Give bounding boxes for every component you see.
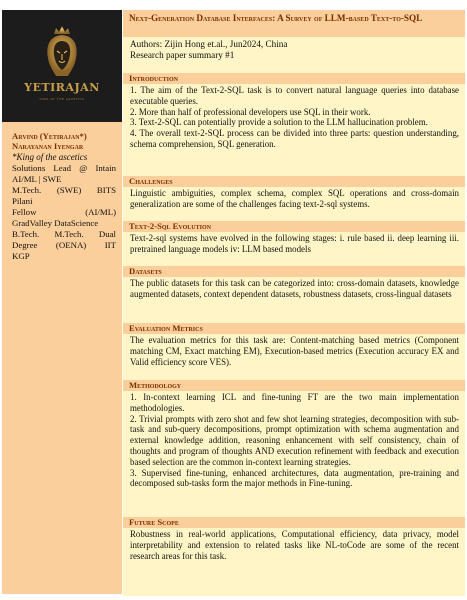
section-datasets <box>123 266 465 300</box>
section-body <box>123 528 465 561</box>
author-credential: Pilani <box>12 196 33 206</box>
section-paragraph: 4. The overall text-2-SQL process can be divided into three parts: question understanding, schema comprehension, SQL generation. <box>130 128 459 149</box>
lion-crest-icon <box>2 10 122 122</box>
section-methodology <box>123 380 465 489</box>
author-tagline: *King of the ascetics <box>12 152 88 162</box>
section-paragraph: 3. Supervised fine-tuning, enhanced architectures, data augmentation, pre-training and decomposed sub-tasks form the major methods in Fine-tuning. <box>130 467 459 489</box>
section-body <box>123 277 465 300</box>
section-heading: Text-2-Sql Evolution <box>123 221 465 232</box>
author-sidebar <box>2 10 122 594</box>
section-introduction <box>123 73 465 150</box>
section-evaluation-metrics <box>123 323 465 367</box>
author-credential: KGP <box>12 251 30 261</box>
summary-panel <box>123 10 465 596</box>
logo-tagline: KING OF THE ASCETICS <box>39 97 85 101</box>
section-paragraph: The public datasets for this task can be categorized into: cross-domain datasets, knowledge augmented datasets, context dependent datasets, robustness datasets, cross-lingual datasets <box>130 278 459 299</box>
section-body <box>123 84 465 150</box>
author-credential: Fellow (AI/ML) <box>12 207 116 217</box>
logo-wordmark: YETIRAJAN <box>24 81 100 94</box>
author-credential: M.Tech. (SWE) BITS <box>12 185 116 195</box>
section-heading: Datasets <box>123 266 465 277</box>
author-credential: Degree (OENA) IIT <box>12 240 116 250</box>
section-heading: Future Scope <box>123 517 465 528</box>
section-paragraph: 2. More than half of professional developers use SQL in their work. <box>130 106 371 117</box>
section-body <box>123 334 465 367</box>
author-credential: AI/ML | SWE <box>12 174 62 184</box>
section-paragraph: 3. Text-2-SQL can potentially provide a solution to the LLM hallucination problem. <box>130 117 428 128</box>
brand-logo <box>2 10 122 122</box>
paper-authors: Authors: Zijin Hong et.al., Jun2024, China <box>130 39 288 49</box>
section-paragraph: 1. In-context learning ICL and fine-tuning FT are the two main implementation methodologies. <box>130 392 459 413</box>
author-credential: GradValley DataScience <box>12 218 99 228</box>
section-paragraph: 2. Trivial prompts with zero shot and few shot learning strategies, decomposition with sub-task and sub-query decompositions, prompt optimization with schema augmentation and external knowledge addition, reasoning enhancement with self consistency, chain of thoughts and program of thoughts AND execution refinement with feedback and execution based selection are the common in-context learning strategies. <box>130 413 459 467</box>
paper-title: Next-Generation Database Interfaces: A Survey of LLM-based Text-to-SQL <box>123 10 465 37</box>
section-evolution <box>123 221 465 255</box>
author-credential: B.Tech. M.Tech. Dual <box>12 229 116 239</box>
section-paragraph: Linguistic ambiguities, complex schema, complex SQL operations and cross-domain generalization are some of the challenges facing text-2-sql systems. <box>130 188 459 209</box>
section-future-scope <box>123 517 465 561</box>
section-body <box>123 232 465 255</box>
section-body <box>123 391 465 489</box>
section-paragraph: The evaluation metrics for this task are: Content-matching based metrics (Component matching CM, Exact matching EM), Execution-based metrics (Execution accuracy EX and Valid efficiency score VES). <box>130 335 459 367</box>
section-body <box>123 187 465 210</box>
author-block <box>12 131 116 262</box>
section-heading: Introduction <box>123 73 465 84</box>
section-paragraph: Text-2-sql systems have evolved in the following stages: i. rule based ii. deep learning iii. pretrained language models iv: LLM based models <box>130 233 459 254</box>
section-paragraph: 1. The aim of the Text-2-SQL task is to convert natural language queries into database executable queries. <box>130 85 459 106</box>
author-credential: Solutions Lead @ Intain <box>12 163 116 173</box>
author-name: Arvind (Yetirajan*) Narayanan Iyengar <box>12 131 87 151</box>
section-heading: Evaluation Metrics <box>123 323 465 334</box>
series-label: Research paper summary #1 <box>130 49 235 60</box>
section-heading: Methodology <box>123 380 465 391</box>
section-heading: Challenges <box>123 176 465 187</box>
section-challenges <box>123 176 465 210</box>
section-paragraph: Robustness in real-world applications, Computational efficiency, data privacy, model interpretability and extension to related tasks like NL-toCode are some of the recent research areas for this task. <box>130 529 459 561</box>
paper-meta <box>130 39 460 61</box>
